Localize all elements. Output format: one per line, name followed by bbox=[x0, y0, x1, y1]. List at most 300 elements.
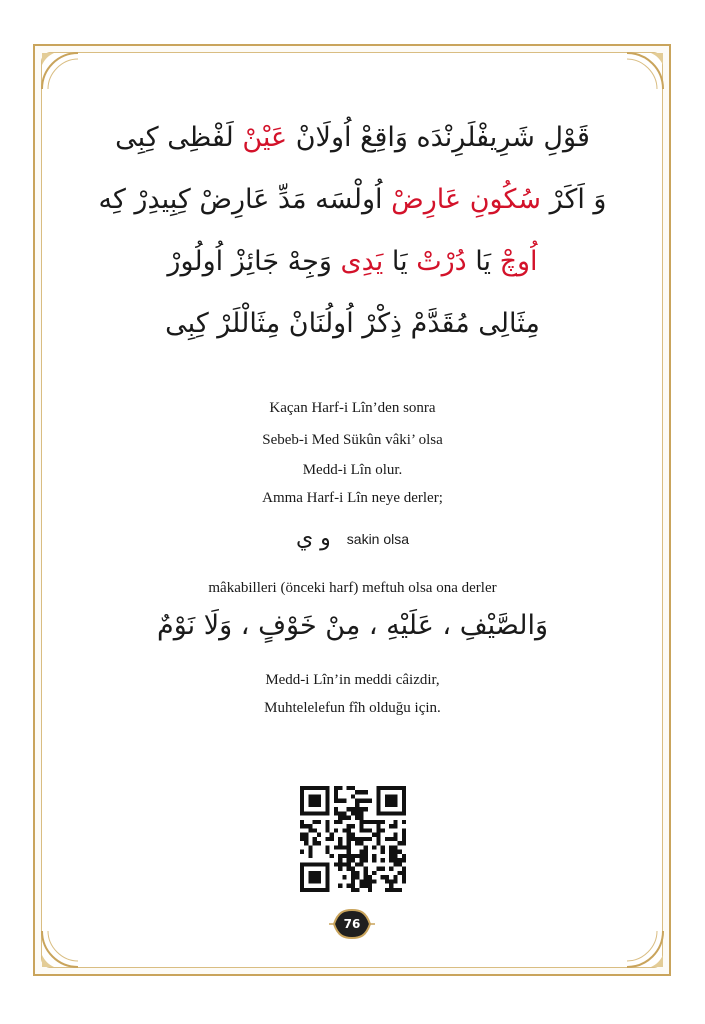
qr-module bbox=[300, 837, 304, 841]
qr-module bbox=[402, 820, 406, 824]
qr-module bbox=[330, 854, 334, 858]
qr-module bbox=[334, 786, 338, 790]
qr-module bbox=[304, 837, 308, 841]
qr-module bbox=[334, 807, 338, 811]
qr-module bbox=[325, 824, 329, 828]
qr-module bbox=[313, 794, 317, 798]
qr-module bbox=[317, 786, 321, 790]
qr-module bbox=[338, 867, 342, 871]
verse-line-4: مِثَالِى مُقَدَّمْ ذِكْرْ اُولُنَانْ مِثَالْلَرْ كِبِى bbox=[165, 308, 540, 339]
qr-module bbox=[313, 837, 317, 841]
qr-module bbox=[347, 841, 351, 845]
qr-module bbox=[389, 888, 393, 892]
qr-module bbox=[372, 820, 376, 824]
qr-module bbox=[402, 828, 406, 832]
qr-module bbox=[317, 888, 321, 892]
qr-module bbox=[325, 862, 329, 866]
qr-module bbox=[347, 862, 351, 866]
qr-module bbox=[342, 854, 346, 858]
qr-module bbox=[313, 841, 317, 845]
corner-ornament-top-left bbox=[40, 51, 80, 91]
qr-module bbox=[385, 875, 389, 879]
qr-module bbox=[402, 799, 406, 803]
qr-module bbox=[347, 824, 351, 828]
qr-module bbox=[300, 790, 304, 794]
qr-module bbox=[338, 845, 342, 849]
qr-module bbox=[376, 833, 380, 837]
qr-module bbox=[389, 879, 393, 883]
qr-module bbox=[308, 786, 312, 790]
qr-module bbox=[308, 811, 312, 815]
qr-module bbox=[355, 816, 359, 820]
qr-module bbox=[364, 845, 368, 849]
qr-module bbox=[389, 811, 393, 815]
qr-module bbox=[398, 858, 402, 862]
qr-module bbox=[376, 824, 380, 828]
qr-module bbox=[355, 803, 359, 807]
verse-line-3-part-1: يَا bbox=[466, 246, 500, 277]
qr-module bbox=[393, 786, 397, 790]
qr-module bbox=[381, 845, 385, 849]
verse-line-3-part-3: وَجِهْ جَائِزْ اُولُورْ bbox=[167, 246, 341, 277]
corner-ornament-bottom-left bbox=[40, 929, 80, 969]
qr-module bbox=[308, 879, 312, 883]
qr-module bbox=[376, 837, 380, 841]
qr-module bbox=[325, 790, 329, 794]
qr-module bbox=[385, 803, 389, 807]
qr-module bbox=[300, 799, 304, 803]
corner-ornament-top-right bbox=[625, 51, 665, 91]
qr-module bbox=[313, 799, 317, 803]
qr-module bbox=[347, 884, 351, 888]
qr-module bbox=[402, 803, 406, 807]
qr-module bbox=[351, 884, 355, 888]
qr-module bbox=[300, 820, 304, 824]
qr-module bbox=[351, 837, 355, 841]
qr-module bbox=[368, 828, 372, 832]
qr-module bbox=[389, 854, 393, 858]
qr-module bbox=[317, 803, 321, 807]
qr-module bbox=[304, 888, 308, 892]
qr-module bbox=[304, 811, 308, 815]
qr-module bbox=[300, 871, 304, 875]
qr-module bbox=[359, 816, 363, 820]
qr-module bbox=[402, 807, 406, 811]
verse-line-1 bbox=[60, 122, 645, 153]
qr-module bbox=[385, 794, 389, 798]
qr-module bbox=[372, 833, 376, 837]
qr-module bbox=[355, 799, 359, 803]
verse-line-2-part-2: اُولْسَه مَدِّ عَارِضْ كِبِيدِرْ كِه bbox=[98, 184, 392, 215]
qr-module bbox=[355, 888, 359, 892]
qr-module bbox=[313, 803, 317, 807]
qr-module bbox=[376, 807, 380, 811]
qr-module bbox=[364, 854, 368, 858]
qr-module bbox=[359, 828, 363, 832]
qr-module bbox=[351, 811, 355, 815]
qr-module bbox=[308, 875, 312, 879]
qr-module bbox=[351, 867, 355, 871]
qr-module bbox=[402, 854, 406, 858]
qr-module bbox=[351, 824, 355, 828]
qr-module bbox=[317, 862, 321, 866]
qr-module bbox=[300, 879, 304, 883]
qr-module bbox=[313, 811, 317, 815]
qr-module bbox=[372, 858, 376, 862]
qr-module bbox=[342, 875, 346, 879]
qr-module bbox=[300, 862, 304, 866]
qr-module bbox=[334, 820, 338, 824]
turkish-line-5: mâkabilleri (önceki harf) meftuh olsa ona derler bbox=[208, 580, 497, 596]
qr-module bbox=[317, 833, 321, 837]
qr-module bbox=[347, 816, 351, 820]
qr-module bbox=[308, 828, 312, 832]
qr-module bbox=[368, 799, 372, 803]
qr-module bbox=[338, 858, 342, 862]
qr-module bbox=[351, 807, 355, 811]
qr-module bbox=[381, 850, 385, 854]
turkish-line-6: Medd-i Lîn’in meddi câizdir, bbox=[265, 672, 440, 688]
qr-module bbox=[364, 884, 368, 888]
qr-module bbox=[381, 811, 385, 815]
qr-module bbox=[381, 867, 385, 871]
qr-module bbox=[389, 884, 393, 888]
qr-module bbox=[351, 786, 355, 790]
qr-module bbox=[355, 862, 359, 866]
qr-module bbox=[300, 786, 304, 790]
qr-module bbox=[364, 879, 368, 883]
qr-module bbox=[347, 828, 351, 832]
qr-module bbox=[300, 867, 304, 871]
qr-module bbox=[364, 867, 368, 871]
verse-line-3-red-word-3: يَدِى bbox=[340, 246, 384, 277]
qr-module bbox=[385, 799, 389, 803]
qr-module bbox=[376, 786, 380, 790]
qr-module bbox=[359, 837, 363, 841]
qr-module bbox=[317, 799, 321, 803]
qr-module bbox=[351, 888, 355, 892]
qr-module bbox=[381, 828, 385, 832]
qr-module bbox=[376, 790, 380, 794]
qr-module bbox=[393, 879, 397, 883]
qr-module bbox=[325, 786, 329, 790]
qr-module bbox=[376, 803, 380, 807]
qr-module bbox=[364, 850, 368, 854]
qr-module bbox=[325, 845, 329, 849]
qr-module bbox=[355, 811, 359, 815]
qr-module bbox=[355, 841, 359, 845]
qr-module bbox=[325, 820, 329, 824]
qr-module bbox=[402, 837, 406, 841]
qr-module bbox=[334, 799, 338, 803]
qr-module bbox=[325, 884, 329, 888]
qr-module bbox=[364, 828, 368, 832]
qr-module bbox=[385, 879, 389, 883]
qr-module bbox=[351, 794, 355, 798]
arabic-examples: وَالصَّيْفِ ، عَلَيْهِ ، مِنْ خَوْفٍ ، وَلَا نَوْمٌ bbox=[156, 610, 548, 641]
qr-module bbox=[300, 824, 304, 828]
qr-module bbox=[300, 833, 304, 837]
qr-module bbox=[317, 841, 321, 845]
qr-module bbox=[347, 807, 351, 811]
qr-module bbox=[325, 837, 329, 841]
qr-module bbox=[338, 786, 342, 790]
qr-module bbox=[402, 858, 406, 862]
qr-module bbox=[389, 803, 393, 807]
qr-module bbox=[359, 807, 363, 811]
qr-module bbox=[313, 786, 317, 790]
qr-module bbox=[389, 845, 393, 849]
qr-module bbox=[359, 811, 363, 815]
qr-module bbox=[402, 833, 406, 837]
page-number-badge bbox=[328, 908, 376, 940]
verse-line-2-red-word: سُكُونِ عَارِضْ bbox=[391, 184, 542, 215]
qr-module bbox=[308, 794, 312, 798]
qr-module bbox=[376, 841, 380, 845]
qr-module bbox=[364, 875, 368, 879]
qr-module bbox=[347, 854, 351, 858]
qr-module bbox=[304, 862, 308, 866]
qr-module bbox=[355, 790, 359, 794]
qr-module bbox=[304, 824, 308, 828]
qr-module bbox=[376, 828, 380, 832]
page-number: 76 bbox=[343, 917, 361, 931]
qr-module bbox=[321, 811, 325, 815]
qr-module bbox=[389, 858, 393, 862]
qr-module bbox=[355, 807, 359, 811]
qr-module bbox=[313, 862, 317, 866]
qr-module bbox=[376, 811, 380, 815]
turkish-line-3: Medd-i Lîn olur. bbox=[302, 462, 403, 478]
qr-module bbox=[376, 867, 380, 871]
qr-module bbox=[325, 807, 329, 811]
qr-module bbox=[351, 858, 355, 862]
qr-module bbox=[359, 879, 363, 883]
turkish-line-4: Amma Harf-i Lîn neye derler; bbox=[262, 490, 443, 506]
verse-line-3-red-word-2: دُرْتْ bbox=[416, 246, 467, 277]
qr-module bbox=[393, 862, 397, 866]
qr-module bbox=[325, 850, 329, 854]
qr-module bbox=[393, 888, 397, 892]
qr-module bbox=[347, 837, 351, 841]
qr-module bbox=[368, 875, 372, 879]
qr-module bbox=[313, 888, 317, 892]
qr-module bbox=[385, 888, 389, 892]
qr-module bbox=[321, 786, 325, 790]
qr-module bbox=[389, 867, 393, 871]
qr-module bbox=[389, 794, 393, 798]
qr-module bbox=[359, 854, 363, 858]
qr-module bbox=[389, 799, 393, 803]
qr-module bbox=[308, 862, 312, 866]
qr-module bbox=[368, 837, 372, 841]
qr-module bbox=[376, 820, 380, 824]
qr-module bbox=[398, 841, 402, 845]
qr-module bbox=[313, 871, 317, 875]
verse-line-3-red-word-1: اُوچْ bbox=[499, 246, 538, 277]
qr-module bbox=[342, 862, 346, 866]
qr-module bbox=[325, 875, 329, 879]
qr-module bbox=[393, 875, 397, 879]
qr-module bbox=[402, 786, 406, 790]
harf-sakin-line bbox=[60, 526, 645, 551]
qr-module bbox=[308, 824, 312, 828]
qr-code[interactable] bbox=[300, 786, 406, 892]
qr-module bbox=[325, 879, 329, 883]
qr-module bbox=[389, 786, 393, 790]
qr-module bbox=[325, 888, 329, 892]
qr-module bbox=[338, 841, 342, 845]
qr-module bbox=[389, 824, 393, 828]
qr-module bbox=[325, 871, 329, 875]
verse-line-2 bbox=[60, 184, 645, 215]
verse-line-1-red-word: عَيْنْ bbox=[242, 122, 288, 153]
qr-module bbox=[334, 811, 338, 815]
turkish-line-2: Sebeb-i Med Sükûn vâki’ olsa bbox=[262, 432, 443, 448]
qr-module bbox=[334, 794, 338, 798]
qr-module bbox=[351, 879, 355, 883]
qr-module bbox=[347, 850, 351, 854]
qr-module bbox=[313, 828, 317, 832]
qr-module bbox=[355, 871, 359, 875]
qr-module bbox=[325, 828, 329, 832]
qr-module bbox=[308, 888, 312, 892]
qr-module bbox=[368, 820, 372, 824]
qr-module bbox=[317, 875, 321, 879]
qr-module bbox=[347, 833, 351, 837]
qr-module bbox=[338, 811, 342, 815]
qr-module bbox=[368, 884, 372, 888]
qr-module bbox=[321, 862, 325, 866]
qr-module bbox=[325, 799, 329, 803]
qr-module bbox=[308, 803, 312, 807]
qr-module bbox=[393, 799, 397, 803]
qr-module bbox=[317, 794, 321, 798]
qr-module bbox=[300, 794, 304, 798]
qr-module bbox=[389, 850, 393, 854]
qr-module bbox=[372, 845, 376, 849]
qr-module bbox=[342, 816, 346, 820]
qr-module bbox=[381, 875, 385, 879]
sakin-text: sakin olsa bbox=[346, 530, 410, 547]
qr-module bbox=[308, 850, 312, 854]
qr-module bbox=[359, 850, 363, 854]
qr-module bbox=[368, 888, 372, 892]
qr-module bbox=[376, 799, 380, 803]
qr-module bbox=[304, 833, 308, 837]
qr-module bbox=[355, 854, 359, 858]
qr-module bbox=[364, 799, 368, 803]
qr-module bbox=[338, 837, 342, 841]
qr-module bbox=[300, 807, 304, 811]
qr-module bbox=[393, 833, 397, 837]
corner-ornament-bottom-right bbox=[625, 929, 665, 969]
qr-module bbox=[381, 820, 385, 824]
verse-line-2-part-1: وَ اَكَرْ bbox=[541, 184, 607, 215]
qr-module bbox=[393, 858, 397, 862]
qr-module bbox=[334, 862, 338, 866]
qr-module bbox=[325, 811, 329, 815]
qr-module bbox=[393, 811, 397, 815]
qr-module bbox=[351, 871, 355, 875]
qr-module bbox=[364, 807, 368, 811]
qr-module bbox=[313, 875, 317, 879]
qr-module bbox=[338, 820, 342, 824]
qr-module bbox=[308, 854, 312, 858]
qr-module bbox=[317, 871, 321, 875]
qr-module bbox=[398, 888, 402, 892]
qr-module bbox=[393, 820, 397, 824]
qr-module bbox=[342, 799, 346, 803]
qr-module bbox=[393, 803, 397, 807]
qr-module bbox=[398, 786, 402, 790]
qr-module bbox=[359, 841, 363, 845]
qr-module bbox=[304, 786, 308, 790]
qr-module bbox=[300, 811, 304, 815]
qr-module bbox=[334, 845, 338, 849]
qr-module bbox=[372, 871, 376, 875]
qr-module bbox=[364, 871, 368, 875]
qr-module bbox=[355, 875, 359, 879]
qr-module bbox=[300, 875, 304, 879]
qr-module bbox=[393, 794, 397, 798]
qr-module bbox=[393, 850, 397, 854]
verse-line-1-part-2: لَفْظِى كِبِى bbox=[115, 122, 243, 153]
qr-module bbox=[398, 850, 402, 854]
qr-module bbox=[347, 845, 351, 849]
qr-module bbox=[347, 858, 351, 862]
qr-module bbox=[385, 837, 389, 841]
harf-letters: و ي bbox=[295, 526, 331, 551]
qr-module bbox=[338, 816, 342, 820]
qr-module bbox=[308, 799, 312, 803]
qr-module bbox=[300, 850, 304, 854]
qr-module bbox=[389, 837, 393, 841]
qr-module bbox=[342, 811, 346, 815]
qr-module bbox=[313, 820, 317, 824]
qr-module bbox=[381, 858, 385, 862]
qr-module bbox=[338, 854, 342, 858]
qr-module bbox=[325, 803, 329, 807]
qr-module bbox=[393, 824, 397, 828]
qr-module bbox=[338, 862, 342, 866]
verse-line-1-part-1: قَوْلِ شَرِيفْلَرِنْدَه وَاقِعْ اُولَانْ bbox=[287, 122, 590, 153]
qr-module bbox=[351, 875, 355, 879]
qr-module bbox=[402, 811, 406, 815]
qr-module bbox=[351, 854, 355, 858]
qr-module bbox=[376, 794, 380, 798]
qr-module bbox=[359, 820, 363, 824]
qr-module bbox=[364, 790, 368, 794]
qr-module bbox=[398, 871, 402, 875]
qr-module bbox=[351, 833, 355, 837]
qr-module bbox=[359, 799, 363, 803]
qr-module bbox=[393, 837, 397, 841]
qr-module bbox=[347, 786, 351, 790]
qr-module bbox=[334, 790, 338, 794]
qr-module bbox=[402, 790, 406, 794]
qr-module bbox=[381, 786, 385, 790]
qr-module bbox=[325, 794, 329, 798]
qr-module bbox=[385, 811, 389, 815]
qr-module bbox=[368, 879, 372, 883]
qr-module bbox=[372, 879, 376, 883]
qr-module bbox=[402, 875, 406, 879]
qr-module bbox=[347, 867, 351, 871]
qr-module bbox=[317, 811, 321, 815]
qr-module bbox=[402, 867, 406, 871]
qr-module bbox=[300, 888, 304, 892]
